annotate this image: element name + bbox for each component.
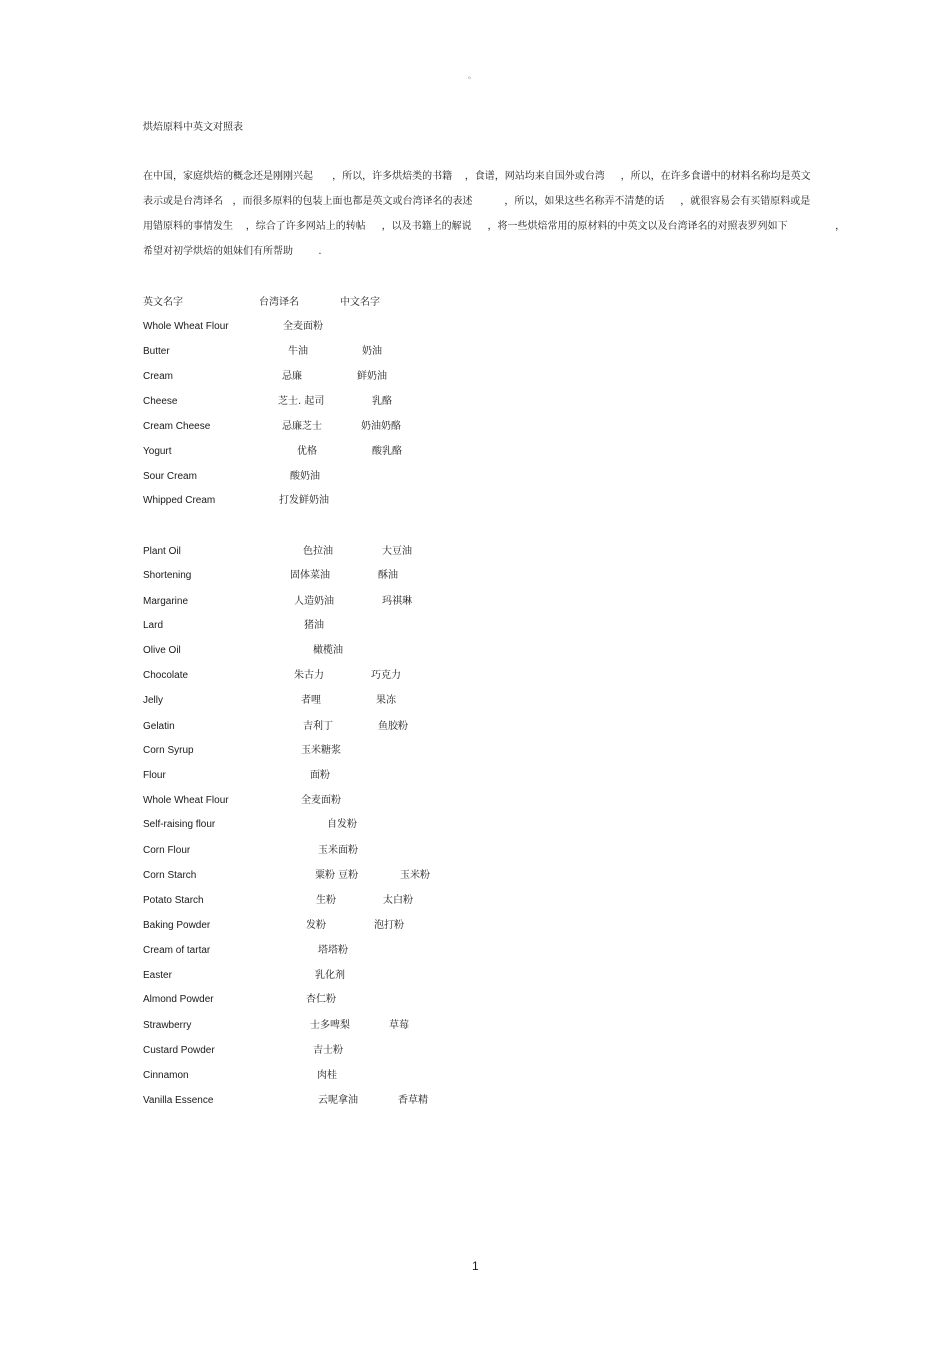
chinese-name: 大豆油 [382,546,412,557]
taiwan-name: 橄榄油 [313,645,343,656]
english-name: Easter [143,970,172,981]
top-mark: 。 [468,71,476,80]
taiwan-name: 优格 [297,446,317,457]
taiwan-name: 猪油 [304,620,324,631]
english-name: Jelly [143,695,164,706]
english-name: Olive Oil [143,645,181,656]
chinese-name: 鱼胶粉 [378,721,408,732]
english-name: Plant Oil [143,546,181,557]
intro-line: 表示或是台湾译名 ，而很多原料的包装上面也都是英文或台湾译名的表述 ，所以，如果这些名称弄不清楚的话 ，就很容易会有买错原料或是 [143,196,811,207]
taiwan-name: 全麦面粉 [283,321,323,332]
english-name: Cheese [143,396,178,407]
taiwan-name: 酸奶油 [290,471,320,482]
taiwan-name: 粟粉 豆粉 [315,870,359,881]
english-name: Corn Starch [143,870,197,881]
english-name: Flour [143,770,166,781]
taiwan-name: 吉士粉 [313,1045,343,1056]
chinese-name: 鲜奶油 [357,371,387,382]
taiwan-name: 玉米糖浆 [301,745,341,756]
taiwan-name: 色拉油 [303,546,333,557]
chinese-name: 奶油 [362,346,382,357]
intro-line: 用错原料的事情发生 ，综合了许多网站上的转帖 ，以及书籍上的解说 ，将一些烘焙常用的原材料的中英文以及台湾译名的对照表罗列如下 ， [143,221,846,232]
english-name: Cream Cheese [143,421,211,432]
taiwan-name: 乳化剂 [315,970,345,981]
taiwan-name: 全麦面粉 [301,795,341,806]
english-name: Almond Powder [143,994,214,1005]
english-name: Baking Powder [143,920,211,931]
chinese-name: 果冻 [376,695,396,706]
taiwan-name: 塔塔粉 [318,945,348,956]
chinese-name: 草莓 [389,1020,409,1031]
chinese-name: 乳酪 [372,396,392,407]
taiwan-name: 肉桂 [317,1070,337,1081]
english-name: Butter [143,346,170,357]
english-name: Lard [143,620,164,631]
english-name: Corn Syrup [143,745,194,756]
english-name: Strawberry [143,1020,192,1031]
english-name: Chocolate [143,670,189,681]
taiwan-name: 忌廉芝士 [282,421,322,432]
taiwan-name: 生粉 [316,895,336,906]
english-name: Shortening [143,570,192,581]
taiwan-name: 牛油 [288,346,308,357]
taiwan-name: 士多啤梨 [310,1020,350,1031]
taiwan-name: 芝士. 起司 [278,396,325,407]
english-name: Cream of tartar [143,945,211,956]
chinese-name: 玉米粉 [400,870,430,881]
chinese-name: 巧克力 [371,670,401,681]
taiwan-name: 朱古力 [294,670,324,681]
document-title: 烘焙原料中英文对照表 [143,122,243,133]
taiwan-name: 玉米面粉 [318,845,358,856]
header-english: 英文名字 [143,297,183,308]
english-name: Yogurt [143,446,172,457]
taiwan-name: 固体菜油 [290,570,330,581]
intro-line: 在中国，家庭烘焙的概念还是刚刚兴起 ，所以，许多烘焙类的书籍 ，食谱，网站均来自国外或台湾 ，所以，在许多食谱中的材料名称均是英文 [143,171,811,182]
taiwan-name: 杏仁粉 [306,994,336,1005]
header-chinese: 中文名字 [340,297,380,308]
english-name: Custard Powder [143,1045,215,1056]
chinese-name: 酥油 [378,570,398,581]
english-name: Cream [143,371,174,382]
taiwan-name: 打发鲜奶油 [279,495,329,506]
header-taiwan: 台湾译名 [259,297,299,308]
chinese-name: 泡打粉 [374,920,404,931]
taiwan-name: 人造奶油 [294,596,334,607]
chinese-name: 玛祺琳 [382,596,412,607]
english-name: Whole Wheat Flour [143,795,229,806]
english-name: Whipped Cream [143,495,216,506]
page-number: 1 [472,1259,479,1273]
chinese-name: 香草精 [398,1095,428,1106]
intro-line: 希望对初学烘焙的姐妹们有所帮助 . [143,246,322,257]
english-name: Sour Cream [143,471,197,482]
english-name: Gelatin [143,721,175,732]
chinese-name: 酸乳酪 [372,446,402,457]
english-name: Whole Wheat Flour [143,321,229,332]
chinese-name: 奶油奶酪 [361,421,401,432]
taiwan-name: 发粉 [306,920,326,931]
taiwan-name: 忌廉 [282,371,302,382]
taiwan-name: 自发粉 [327,819,357,830]
english-name: Corn Flour [143,845,191,856]
taiwan-name: 吉利丁 [303,721,333,732]
english-name: Vanilla Essence [143,1095,214,1106]
taiwan-name: 面粉 [310,770,330,781]
english-name: Self-raising flour [143,819,216,830]
taiwan-name: 云呢拿油 [318,1095,358,1106]
chinese-name: 太白粉 [383,895,413,906]
english-name: Margarine [143,596,189,607]
english-name: Cinnamon [143,1070,189,1081]
intro-paragraph [143,170,846,270]
english-name: Potato Starch [143,895,204,906]
taiwan-name: 者哩 [301,695,321,706]
